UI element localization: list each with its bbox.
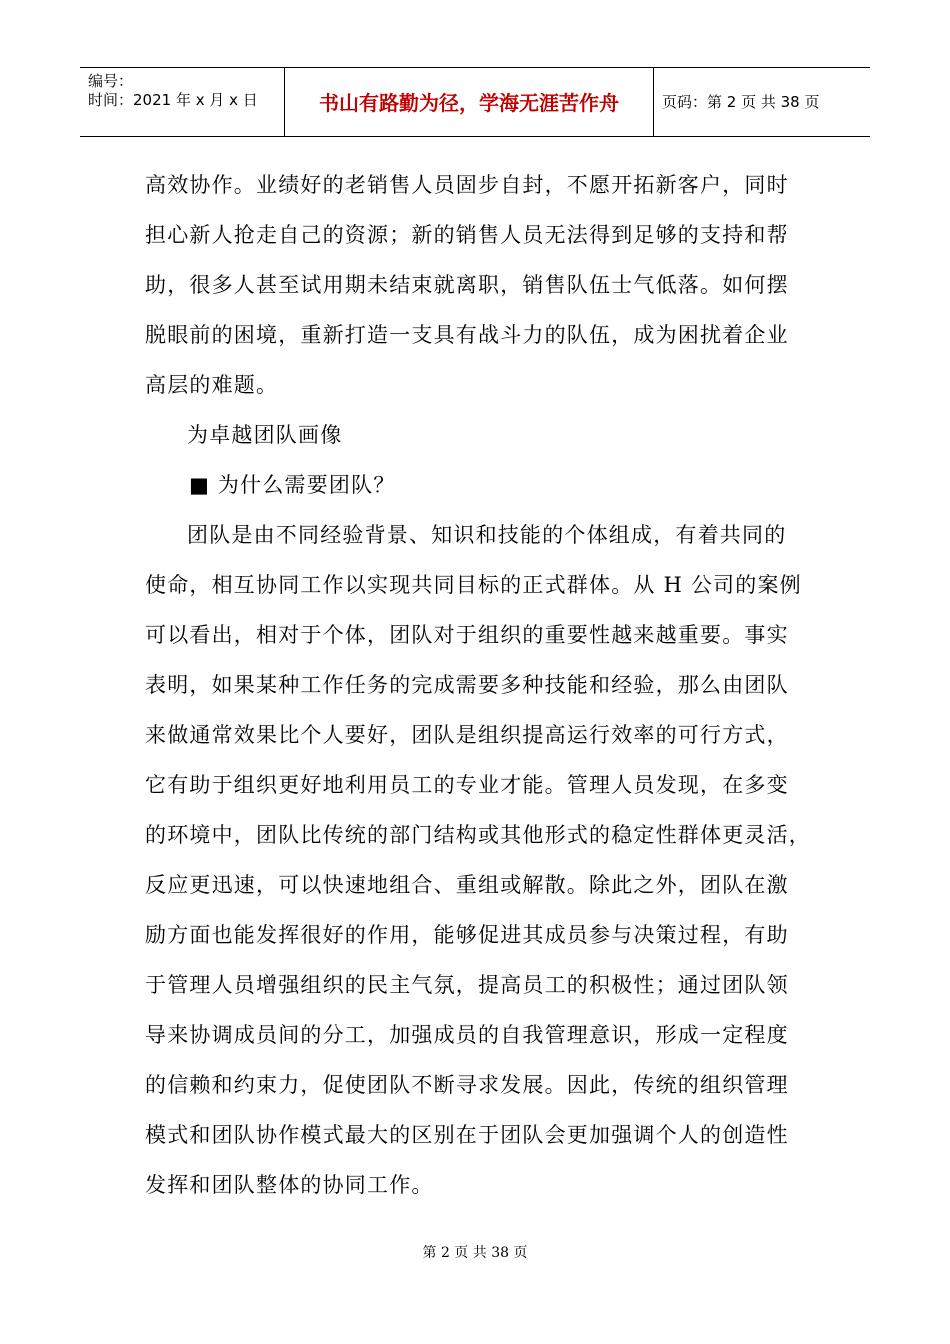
body-line: 表明，如果某种工作任务的完成需要多种技能和经验，那么由团队 — [145, 673, 789, 697]
header-motto: 书山有路勤为径，学海无涯苦作舟 — [319, 91, 619, 115]
body-line: 发挥和团队整体的协同工作。 — [145, 1173, 434, 1197]
document-time-label: 时间：2021 年 x 月 x 日 — [88, 91, 258, 109]
document-number-label: 编号： — [88, 72, 134, 90]
body-line: 担心新人抢走自己的资源；新的销售人员无法得到足够的支持和帮 — [145, 223, 789, 247]
header-right-cell — [654, 68, 870, 136]
body-line: 于管理人员增强组织的民主气氛，提高员工的积极性；通过团队领 — [145, 973, 789, 997]
body-line: 使命，相互协同工作以实现共同目标的正式群体。从 H 公司的案例 — [145, 573, 802, 597]
body-line: 模式和团队协作模式最大的区别在于团队会更加强调个人的创造性 — [145, 1123, 789, 1147]
header-page-code: 页码：第 2 页 共 38 页 — [662, 93, 820, 111]
body-line: 的环境中，团队比传统的部门结构或其他形式的稳定性群体更灵活， — [145, 823, 811, 847]
body-line: 高效协作。业绩好的老销售人员固步自封，不愿开拓新客户，同时 — [145, 173, 789, 197]
body-line: 导来协调成员间的分工，加强成员的自我管理意识，形成一定程度 — [145, 1023, 789, 1047]
body-line: 反应更迅速，可以快速地组合、重组或解散。除此之外，团队在激 — [145, 873, 789, 897]
page-footer: 第 2 页 共 38 页 — [422, 1245, 528, 1261]
body-line: 的信赖和约束力，促使团队不断寻求发展。因此，传统的组织管理 — [145, 1073, 789, 1097]
section-heading: 为卓越团队画像 — [187, 423, 343, 447]
body-line: 高层的难题。 — [145, 373, 279, 397]
body-line: 脱眼前的困境，重新打造一支具有战斗力的队伍，成为困扰着企业 — [145, 323, 789, 347]
body-line: 它有助于组织更好地利用员工的专业才能。管理人员发现，在多变 — [145, 773, 789, 797]
header-left-cell — [80, 68, 285, 136]
body-line: 可以看出，相对于个体，团队对于组织的重要性越来越重要。事实 — [145, 623, 789, 647]
body-line: 励方面也能发挥很好的作用，能够促进其成员参与决策过程，有助 — [145, 923, 789, 947]
header-table — [80, 67, 870, 137]
subsection-heading: ■ 为什么需要团队？ — [189, 473, 396, 497]
body-line: 来做通常效果比个人要好，团队是组织提高运行效率的可行方式， — [145, 723, 789, 747]
body-line: 团队是由不同经验背景、知识和技能的个体组成，有着共同的 — [187, 523, 787, 547]
body-line: 助，很多人甚至试用期未结束就离职，销售队伍士气低落。如何摆 — [145, 273, 789, 297]
document-body — [145, 160, 810, 1210]
header-middle-cell — [285, 68, 654, 136]
